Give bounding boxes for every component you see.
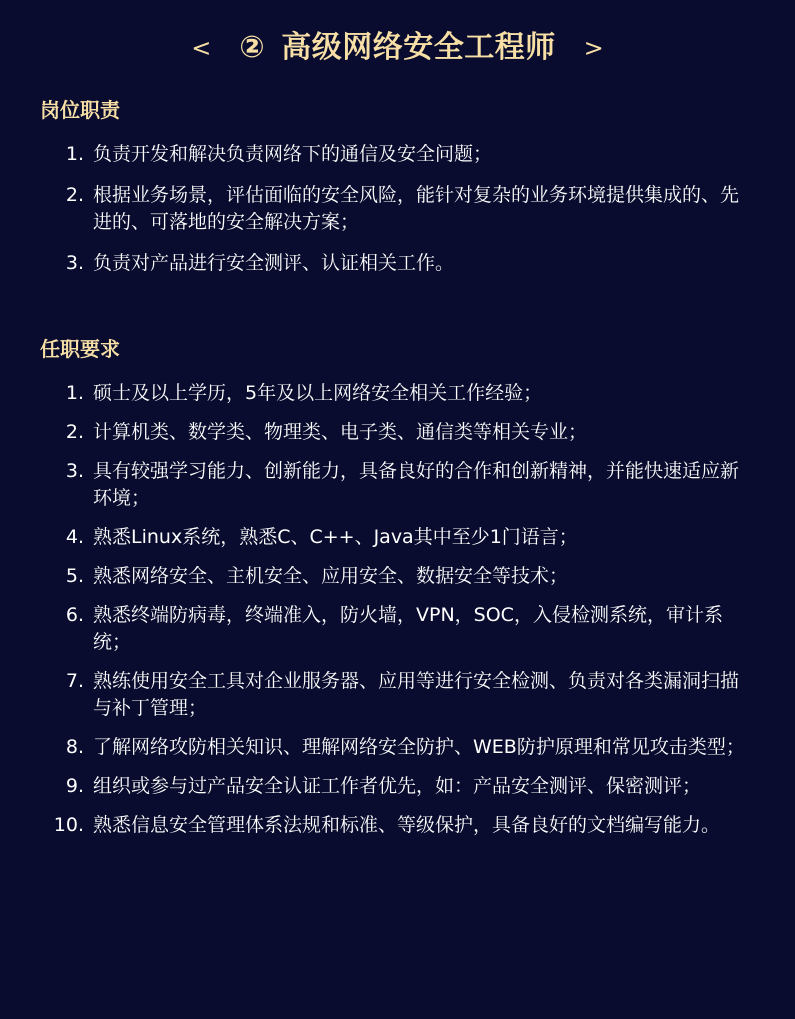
requirement-number: 6. [65, 604, 84, 626]
responsibility-item [40, 141, 755, 168]
requirement-text: 熟悉网络安全、主机安全、应用安全、数据安全等技术； [93, 565, 569, 587]
next-job-button[interactable]: > [583, 34, 604, 62]
requirement-text: 组织或参与过产品安全认证工作者优先，如：产品安全测评、保密测评； [93, 775, 702, 797]
requirement-item [40, 524, 755, 551]
responsibilities-title: 岗位职责 [40, 98, 120, 122]
requirement-number: 8. [65, 736, 84, 758]
requirement-item [40, 380, 755, 407]
requirement-number: 7. [65, 670, 84, 692]
responsibility-item [40, 250, 755, 277]
requirement-item [40, 602, 755, 656]
requirement-item [40, 458, 755, 512]
requirement-number: 3. [65, 460, 84, 482]
requirement-text: 熟练使用安全工具对企业服务器、应用等进行安全检测、负责对各类漏洞扫描与补丁管理； [93, 670, 740, 719]
responsibilities-section [40, 94, 755, 291]
requirement-number: 5. [65, 565, 84, 587]
requirement-number: 2. [65, 421, 84, 443]
requirements-list [40, 380, 755, 839]
requirements-title: 任职要求 [40, 337, 120, 361]
responsibility-text: 根据业务场景，评估面临的安全风险，能针对复杂的业务环境提供集成的、先进的、可落地的安全解决方案； [93, 184, 740, 233]
requirement-item [40, 812, 755, 839]
responsibility-text: 负责开发和解决负责网络下的通信及安全问题； [93, 143, 493, 165]
responsibility-number: 1. [65, 143, 84, 165]
requirement-item [40, 563, 755, 590]
requirements-section [40, 333, 755, 851]
requirement-text: 熟悉终端防病毒，终端准入，防火墙，VPN，SOC，入侵检测系统，审计系统； [93, 604, 723, 653]
responsibility-item [40, 182, 755, 236]
requirement-text: 熟悉Linux系统，熟悉C、C++、Java其中至少1门语言； [93, 526, 578, 548]
requirement-text: 具有较强学习能力、创新能力，具备良好的合作和创新精神，并能快速适应新环境； [93, 460, 740, 509]
responsibility-number: 3. [65, 252, 84, 274]
requirement-text: 熟悉信息安全管理体系法规和标准、等级保护，具备良好的文档编写能力。 [93, 814, 721, 836]
previous-job-button[interactable]: < [191, 34, 212, 62]
job-title-text: 高级网络安全工程师 [281, 30, 556, 65]
requirement-text: 了解网络攻防相关知识、理解网络安全防护、WEB防护原理和常见攻击类型； [93, 736, 745, 758]
requirement-item [40, 734, 755, 761]
requirement-number: 9. [65, 775, 84, 797]
requirement-text: 硕士及以上学历，5年及以上网络安全相关工作经验； [93, 382, 543, 404]
responsibilities-list [40, 141, 755, 277]
job-header [0, 22, 795, 74]
requirement-number: 4. [65, 526, 84, 548]
job-title [221, 30, 573, 65]
job-position-number: ② [239, 30, 266, 65]
requirement-number: 1. [65, 382, 84, 404]
requirement-item [40, 668, 755, 722]
requirement-item [40, 773, 755, 800]
requirement-item [40, 419, 755, 446]
requirement-text: 计算机类、数学类、物理类、电子类、通信类等相关专业； [93, 421, 588, 443]
responsibility-text: 负责对产品进行安全测评、认证相关工作。 [93, 252, 455, 274]
requirement-number: 10. [53, 814, 84, 836]
responsibility-number: 2. [65, 184, 84, 206]
